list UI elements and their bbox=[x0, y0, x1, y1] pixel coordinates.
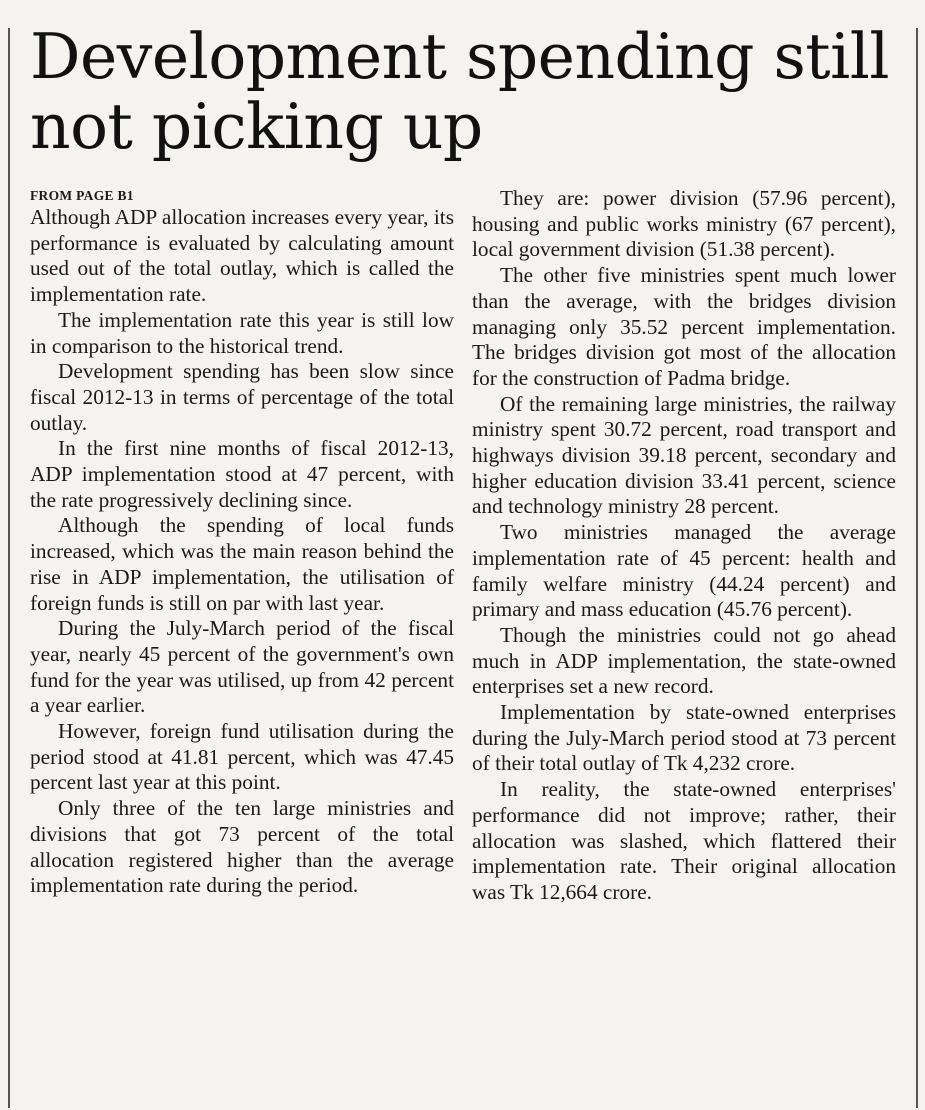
paragraph: Development spending has been slow since fiscal 2012-13 in terms of percentage of the total outlay. bbox=[30, 359, 454, 435]
paragraph: Though the ministries could not go ahead much in ADP implementation, the state-owned enterprises set a new record. bbox=[472, 622, 896, 699]
kicker: FROM PAGE B1 bbox=[30, 188, 134, 203]
paragraph: Two ministries managed the average implementation rate of 45 percent: health and family welfare ministry (44.24 percent) and primary and mass education (45.76 percent). bbox=[472, 520, 896, 622]
right-column bbox=[472, 186, 896, 906]
paragraph: In the first nine months of fiscal 2012-13, ADP implementation stood at 47 percent, with the rate progressively declining since. bbox=[30, 436, 454, 512]
paragraph: Although ADP allocation increases every year, its performance is evaluated by calculating amount used out of the total outlay, which is called the implementation rate. bbox=[30, 205, 454, 307]
left-column bbox=[30, 186, 454, 899]
paragraph: Implementation by state-owned enterprises during the July-March period stood at 73 percent of their total outlay of Tk 4,232 crore. bbox=[472, 700, 896, 776]
headline: Development spending still not picking up bbox=[30, 20, 890, 163]
right-column-rule bbox=[916, 28, 918, 1108]
paragraph: Although the spending of local funds increased, which was the main reason behind the rise in ADP implementation, the utilisation of foreign funds is still on par with last year. bbox=[30, 513, 454, 615]
paragraph: Only three of the ten large ministries and divisions that got 73 percent of the total allocation registered higher than the average implementation rate during the period. bbox=[30, 796, 454, 898]
paragraph: The implementation rate this year is still low in comparison to the historical trend. bbox=[30, 307, 454, 358]
paragraph: The other five ministries spent much lower than the average, with the bridges division managing only 35.52 percent implementation. The bridges division got most of the allocation for the construction of Padma bridge. bbox=[472, 263, 896, 390]
paragraph: In reality, the state-owned enterprises' performance did not improve; rather, their allocation was slashed, which flattered their implementation rate. Their original allocation was Tk 12,664 crore. bbox=[472, 777, 896, 904]
paragraph: However, foreign fund utilisation during the period stood at 41.81 percent, which was 47.45 percent last year at this point. bbox=[30, 719, 454, 795]
paragraph: Of the remaining large ministries, the railway ministry spent 30.72 percent, road transport and highways division 39.18 percent, secondary and higher education division 33.41 percent, science and technology ministry 28 percent. bbox=[472, 391, 896, 519]
paragraph: During the July-March period of the fiscal year, nearly 45 percent of the government's own fund for the year was utilised, up from 42 percent a year earlier. bbox=[30, 616, 454, 718]
paragraph: They are: power division (57.96 percent), housing and public works ministry (67 percent), local government division (51.38 percent). bbox=[472, 186, 896, 262]
left-column-rule bbox=[8, 28, 10, 1108]
